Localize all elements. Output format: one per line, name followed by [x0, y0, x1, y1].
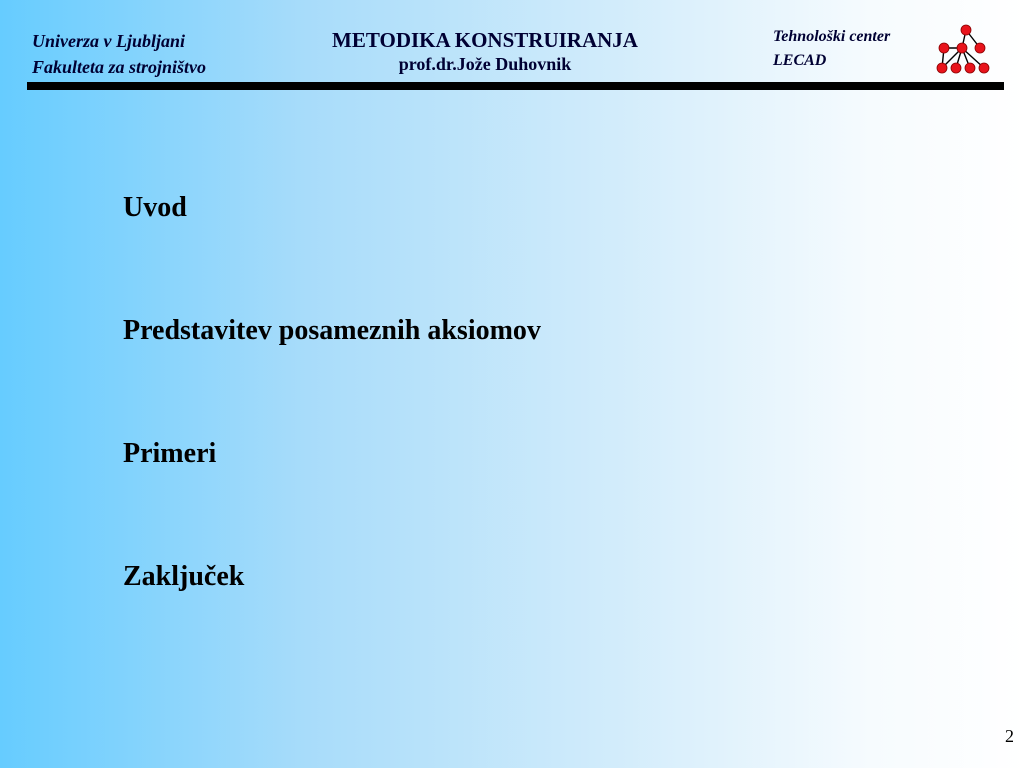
lecad-tree-logo-icon	[932, 22, 996, 78]
course-author: prof.dr.Jože Duhovnik	[398, 54, 572, 74]
center-name: Tehnološki center	[773, 28, 891, 45]
header-divider	[27, 82, 1004, 90]
faculty-name: Fakulteta za strojništvo	[32, 57, 207, 77]
agenda-item-conclusion: Zaključek	[123, 561, 245, 592]
university-block	[32, 28, 206, 80]
agenda-item-axioms: Predstavitev posameznih aksiomov	[123, 315, 541, 346]
center-block	[773, 25, 890, 73]
course-block	[250, 27, 720, 75]
page-number: 2	[1005, 726, 1014, 746]
slide-header	[0, 0, 1024, 95]
center-acronym: LECAD	[773, 52, 827, 69]
course-title: METODIKA KONSTRUIRANJA	[332, 28, 638, 52]
agenda-item-examples: Primeri	[123, 438, 217, 469]
agenda-item-intro: Uvod	[123, 192, 187, 223]
university-name: Univerza v Ljubljani	[32, 31, 186, 51]
